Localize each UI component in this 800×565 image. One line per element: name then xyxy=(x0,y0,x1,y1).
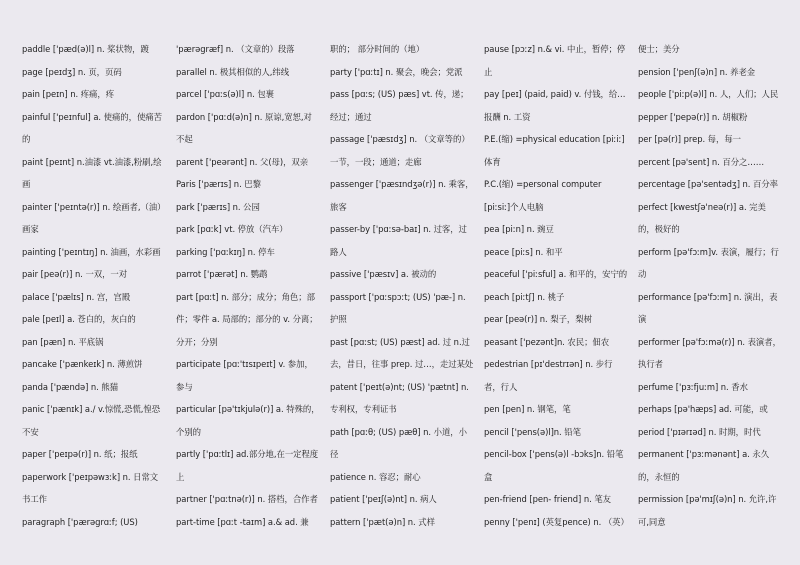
vocab-entry: park ['pærɪs] n. 公园 xyxy=(176,201,260,212)
vocab-entry: parallel n. 极其相似的人,纬线 xyxy=(176,66,290,77)
vocab-entry: perform [pə'fɔːm]v. 表演，履行；行动 xyxy=(638,246,779,279)
vocab-entry: permission [pə'mɪʃ(ə)n] n. 允许,许可,同意 xyxy=(638,494,777,527)
vocab-entry: panda ['pændə] n. 熊猫 xyxy=(22,381,119,392)
vocab-entry: 职的； 部分时间的（地） xyxy=(330,44,425,54)
vocab-entry: past [pɑːst; (US) pæst] ad. 过 n.过去，昔日，往事 prep. 过…，走过某处 xyxy=(330,336,474,369)
vocab-entry: percentage [pə'sentədʒ] n. 百分率 xyxy=(638,179,778,189)
vocab-entry: pain [peɪn] n. 疼痛，疼 xyxy=(22,89,115,99)
vocab-entry: peasant ['pezənt]n. 农民；佃农 xyxy=(484,336,610,347)
vocab-entry: part-time [pɑːt -taɪm] a.& ad. 兼 xyxy=(176,516,309,527)
vocab-column-4 xyxy=(484,38,638,565)
vocab-entry: part [pɑːt] n. 部分；成分；角色；部件；零件 a. 局部的；部分的 v. 分离；分开；分别 xyxy=(176,291,318,347)
vocab-entry: pattern ['pæt(ə)n] n. 式样 xyxy=(330,516,435,527)
vocab-column-3 xyxy=(330,38,484,565)
vocab-entry: 便士；美分 xyxy=(638,44,680,54)
vocab-column-1 xyxy=(22,38,176,565)
vocab-entry: pen [pen] n. 钢笔，笔 xyxy=(484,404,571,414)
vocab-entry: penny ['penɪ] (英复pence) n. （英） xyxy=(484,516,629,527)
vocab-entry: pension ['penʃ(ə)n] n. 养老金 xyxy=(638,66,756,77)
vocab-entry: Paris ['pærɪs] n. 巴黎 xyxy=(176,179,261,189)
vocab-column-2 xyxy=(176,38,330,565)
vocab-entry: paragraph ['pærəgrɑːf; (US) xyxy=(22,516,138,527)
vocab-entry: panic ['pænɪk] a./ v.惊慌,恐慌,惶恐不安 xyxy=(22,404,161,437)
vocab-entry: pencil ['pens(ə)l]n. 铅笔 xyxy=(484,426,581,437)
vocab-entry: [piːsiː]个人电脑 xyxy=(484,201,544,212)
vocab-column-5 xyxy=(638,38,792,565)
vocab-entry: pale [peɪl] a. 苍白的，灰白的 xyxy=(22,314,136,324)
vocab-entry: pause [pɔːz] n.& vi. 中止，暂停；停止 xyxy=(484,44,626,77)
vocab-entry: partner ['pɑːtnə(r)] n. 搭档，合作者 xyxy=(176,494,318,504)
vocab-entry: per [pə(r)] prep. 每，每一 xyxy=(638,134,741,144)
vocab-entry: perfume ['pɜːfjuːm] n. 香水 xyxy=(638,381,748,392)
vocab-entry: peach [piːtʃ] n. 桃子 xyxy=(484,291,565,302)
vocab-entry: peaceful ['piːsful] a. 和平的，安宁的 xyxy=(484,269,628,279)
vocab-entry: pass [pɑːs; (US) pæs] vt. 传，递；经过；通过 xyxy=(330,89,469,122)
vocab-entry: P.C.(缩) =personal computer xyxy=(484,179,602,189)
vocab-entry: painting ['peɪntɪŋ] n. 油画，水彩画 xyxy=(22,246,161,257)
vocab-entry: patience n. 容忍；耐心 xyxy=(330,471,421,482)
vocab-entry: pepper ['pepə(r)] n. 胡椒粉 xyxy=(638,111,748,122)
vocab-entry: paperwork ['peɪpəwɜːk] n. 日常文书工作 xyxy=(22,471,159,504)
vocab-entry: permanent ['pɜːmənənt] a. 永久的，永恒的 xyxy=(638,449,770,482)
vocab-entry: pan [pæn] n. 平底锅 xyxy=(22,336,104,347)
vocab-entry: perfect [kwestʃə'neə(r)] a. 完美的，极好的 xyxy=(638,201,766,234)
vocab-entry: particular [pə'tɪkjulə(r)] a. 特殊的，个别的 xyxy=(176,404,320,437)
vocab-entry: paper ['peɪpə(r)] n. 纸；报纸 xyxy=(22,449,138,459)
vocab-entry: paddle ['pæd(ə)l] n. 桨状物，踱 xyxy=(22,44,149,54)
vocab-entry: pancake ['pænkeɪk] n. 薄煎饼 xyxy=(22,359,143,369)
vocab-entry: performance [pə'fɔːm] n. 演出，表演 xyxy=(638,291,778,324)
vocab-entry: passage ['pæsɪdʒ] n. （文章等的）一节，一段；通道；走廊 xyxy=(330,134,470,167)
vocab-entry: P.E.(缩) =physical education [piːiː] 体育 xyxy=(484,134,625,167)
vocab-entry: party ['pɑːtɪ] n. 聚会，晚会；党派 xyxy=(330,66,463,77)
vocab-entry: passenger ['pæsɪndʒə(r)] n. 乘客，旅客 xyxy=(330,179,474,212)
vocab-entry: passer-by ['pɑːsə-baɪ] n. 过客，过路人 xyxy=(330,224,467,257)
vocab-entry: parcel ['pɑːs(ə)l] n. 包裹 xyxy=(176,89,274,99)
vocab-entry: path [pɑːθ; (US) pæθ] n. 小道，小径 xyxy=(330,426,467,459)
vocab-entry: participate [pɑː'tɪsɪpeɪt] v. 参加，参与 xyxy=(176,359,313,392)
vocab-entry: people ['piːp(ə)l] n. 人，人们；人民 xyxy=(638,89,779,99)
vocab-entry: patient ['peɪʃ(ə)nt] n. 病人 xyxy=(330,494,437,504)
vocab-entry: pay [peɪ] (paid, paid) v. 付钱，给…报酬 n. 工资 xyxy=(484,89,626,122)
vocab-entry: passport ['pɑːspɔːt; (US) 'pæ-] n. 护照 xyxy=(330,291,466,324)
vocab-entry: park [pɑːk] vt. 停放（汽车） xyxy=(176,224,288,234)
vocab-entry: percent [pə'sent] n. 百分之…… xyxy=(638,156,765,167)
vocab-entry: pair [peə(r)] n. 一双，一对 xyxy=(22,269,128,279)
vocab-entry: performer [pə'fɔːmə(r)] n. 表演者，执行者 xyxy=(638,336,781,369)
vocab-entry: pedestrian [pɪ'destrɪən] n. 步行者，行人 xyxy=(484,359,613,392)
vocab-entry: parent ['peərənt] n. 父(母)，双亲 xyxy=(176,156,309,167)
vocab-entry: page [peɪdʒ] n. 页，页码 xyxy=(22,66,122,77)
vocab-entry: peace [piːs] n. 和平 xyxy=(484,246,563,257)
vocab-entry: painful ['peɪnful] a. 使痛的，使痛苦的 xyxy=(22,111,162,144)
vocab-entry: pea [piːn] n. 豌豆 xyxy=(484,224,554,234)
vocab-entry: perhaps [pə'hæps] ad. 可能，或 xyxy=(638,404,768,414)
vocab-entry: parking ['pɑːkɪŋ] n. 停车 xyxy=(176,246,275,257)
vocab-entry: passive ['pæsɪv] a. 被动的 xyxy=(330,269,437,279)
vocab-entry: pardon ['pɑːd(ə)n] n. 原谅,宽恕,对不起 xyxy=(176,111,312,144)
vocab-entry: period ['pɪərɪəd] n. 时期，时代 xyxy=(638,426,761,437)
vocab-entry: parrot ['pærət] n. 鹦鹉 xyxy=(176,269,268,279)
vocab-entry: patent ['peɪt(ə)nt; (US) 'pætnt] n.专利权，专利证书 xyxy=(330,381,469,414)
vocab-entry: paint [peɪnt] n.油漆 vt.油漆,粉刷,绘画 xyxy=(22,156,162,189)
vocab-entry: pear [peə(r)] n. 梨子，梨树 xyxy=(484,314,592,324)
vocab-entry: partly ['pɑːtlɪ] ad.部分地,在一定程度上 xyxy=(176,449,319,482)
vocab-entry: pencil-box ['pens(ə)l -bɔks]n. 铅笔盒 xyxy=(484,449,624,482)
vocab-entry: painter ['peɪntə(r)] n. 绘画者,（油）画家 xyxy=(22,201,166,234)
vocab-entry: palace ['pælɪs] n. 宫，宫殿 xyxy=(22,291,131,302)
vocab-entry: pen-friend [pen- friend] n. 笔友 xyxy=(484,494,611,504)
vocab-entry: 'pærəgræf] n. （文章的）段落 xyxy=(176,44,295,54)
